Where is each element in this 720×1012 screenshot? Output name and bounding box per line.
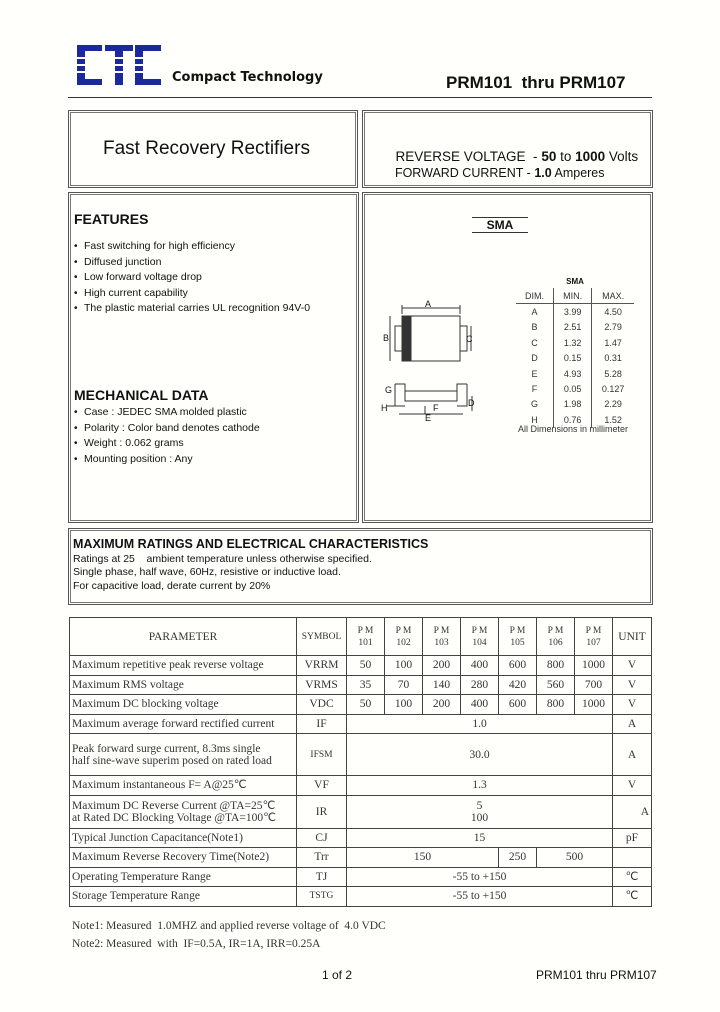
table-row: Storage Temperature Range TSTG -55 to +150 ℃ [70,887,652,907]
table-row: Maximum repetitive peak reverse voltage VRRM 50 100 200 400 600 800 1000 V [70,656,652,676]
footer-part-number: PRM101 thru PRM107 [536,968,657,982]
table-row: Peak forward surge current, 8.3ms single half sine-wave superim posed on rated load IFSM 30.0 A [70,734,652,776]
header-part: P M 106 [537,618,575,656]
note-2: Note2: Measured with IF=0.5A, IR=1A, IRR=0.25A [72,938,321,950]
ratings-line: For capacitive load, derate current by 20% [73,580,271,592]
dim-label-d: D [468,398,475,408]
header-part: P M 102 [385,618,423,656]
dim-row: C 1.32 1.47 [516,335,634,350]
dim-label-f: F [433,403,439,413]
note-1: Note1: Measured 1.0MHZ and applied reverse voltage of 4.0 VDC [72,920,386,932]
forward-current-spec: FORWARD CURRENT - 1.0 Amperes [394,166,605,180]
feature-item: • The plastic material carries UL recognition 94V-0 [74,301,310,317]
dim-label-e: E [425,413,432,423]
table-header-row [70,618,652,656]
table-row: Maximum DC blocking voltage VDC 50 100 200 400 600 800 1000 V [70,695,652,715]
mechanical-item: • Mounting position : Any [74,452,260,468]
table-row: Maximum instantaneous F= A@25℃ VF 1.3 V [70,776,652,796]
page-number: 1 of 2 [322,968,353,982]
dim-label-b: B [383,333,390,343]
table-row: Maximum average forward rectified current IF 1.0 A [70,714,652,734]
feature-item: • Fast switching for high efficiency [74,239,310,255]
dim-label-g: G [385,385,393,395]
dim-row: D 0.15 0.31 [516,351,634,366]
ratings-line: Ratings at 25 ambient temperature unless otherwise specified. [73,553,372,565]
dim-row: H 0.76 1.52 [516,412,634,427]
feature-item: • Diffused junction [74,255,310,271]
table-row: Maximum Reverse Recovery Time(Note2) Trr 150 250 500 [70,848,652,868]
dim-row: B 2.51 2.79 [516,320,634,335]
ctc-logo-icon [75,45,163,85]
header-unit: UNIT [613,618,652,656]
dim-row: F 0.05 0.127 [516,381,634,396]
feature-item: • Low forward voltage drop [74,270,310,286]
mechanical-list [74,405,260,467]
header-part: P M 101 [347,618,385,656]
table-row: Typical Junction Capacitance(Note1) CJ 15 pF [70,828,652,848]
dimensions-table: DIM. MIN. MAX. A 3.99 4.50 B 2.51 2.79 C 1.32 1.47 D 0.15 0.31 E 4.93 5.28 F 0.05 0.127 G 1.98 2.29 H 0.76 1.52 [516,288,634,428]
mechanical-item: • Case : JEDEC SMA molded plastic [74,405,260,421]
product-family: Fast Recovery Rectifiers [103,138,310,159]
mechanical-heading: MECHANICAL DATA [74,387,209,403]
feature-item: • High current capability [74,286,310,302]
dim-row: G 1.98 2.29 [516,397,634,412]
company-name: Compact Technology [172,70,323,85]
header-part: P M 107 [575,618,613,656]
company-logo [75,45,163,85]
table-row: Maximum RMS voltage VRMS 35 70 140 280 420 560 700 V [70,675,652,695]
dims-table-title: SMA [566,277,584,286]
dim-label-a: A [425,299,432,309]
reverse-voltage-spec: REVERSE VOLTAGE - 50 to 1000 Volts [395,149,639,164]
package-name: SMA [472,217,528,233]
header-parameter: PARAMETER [70,618,297,656]
dimensions-note: All Dimensions in millimeter [518,424,629,434]
features-list [74,239,310,317]
document-title: PRM101 thru PRM107 [446,73,626,92]
header-symbol: SYMBOL [297,618,347,656]
dim-row: E 4.93 5.28 [516,366,634,381]
header-rule [68,97,652,98]
header-part: P M 105 [499,618,537,656]
dim-row: A 3.99 4.50 [516,304,634,320]
header-part: P M 103 [423,618,461,656]
ratings-heading: MAXIMUM RATINGS AND ELECTRICAL CHARACTERISTICS [73,537,429,551]
ratings-table [69,617,652,907]
ratings-line: Single phase, half wave, 60Hz, resistive or inductive load. [73,566,341,578]
features-heading: FEATURES [74,211,149,227]
header-part: P M 104 [461,618,499,656]
dim-label-c: C [466,334,473,344]
mechanical-item: • Weight : 0.062 grams [74,436,260,452]
table-row: Maximum DC Reverse Current @TA=25℃ at Rated DC Blocking Voltage @TA=100℃ IR 5 100 A [70,795,652,828]
table-row: Operating Temperature Range TJ -55 to +150 ℃ [70,867,652,887]
dim-label-h: H [381,403,388,413]
mechanical-item: • Polarity : Color band denotes cathode [74,421,260,437]
